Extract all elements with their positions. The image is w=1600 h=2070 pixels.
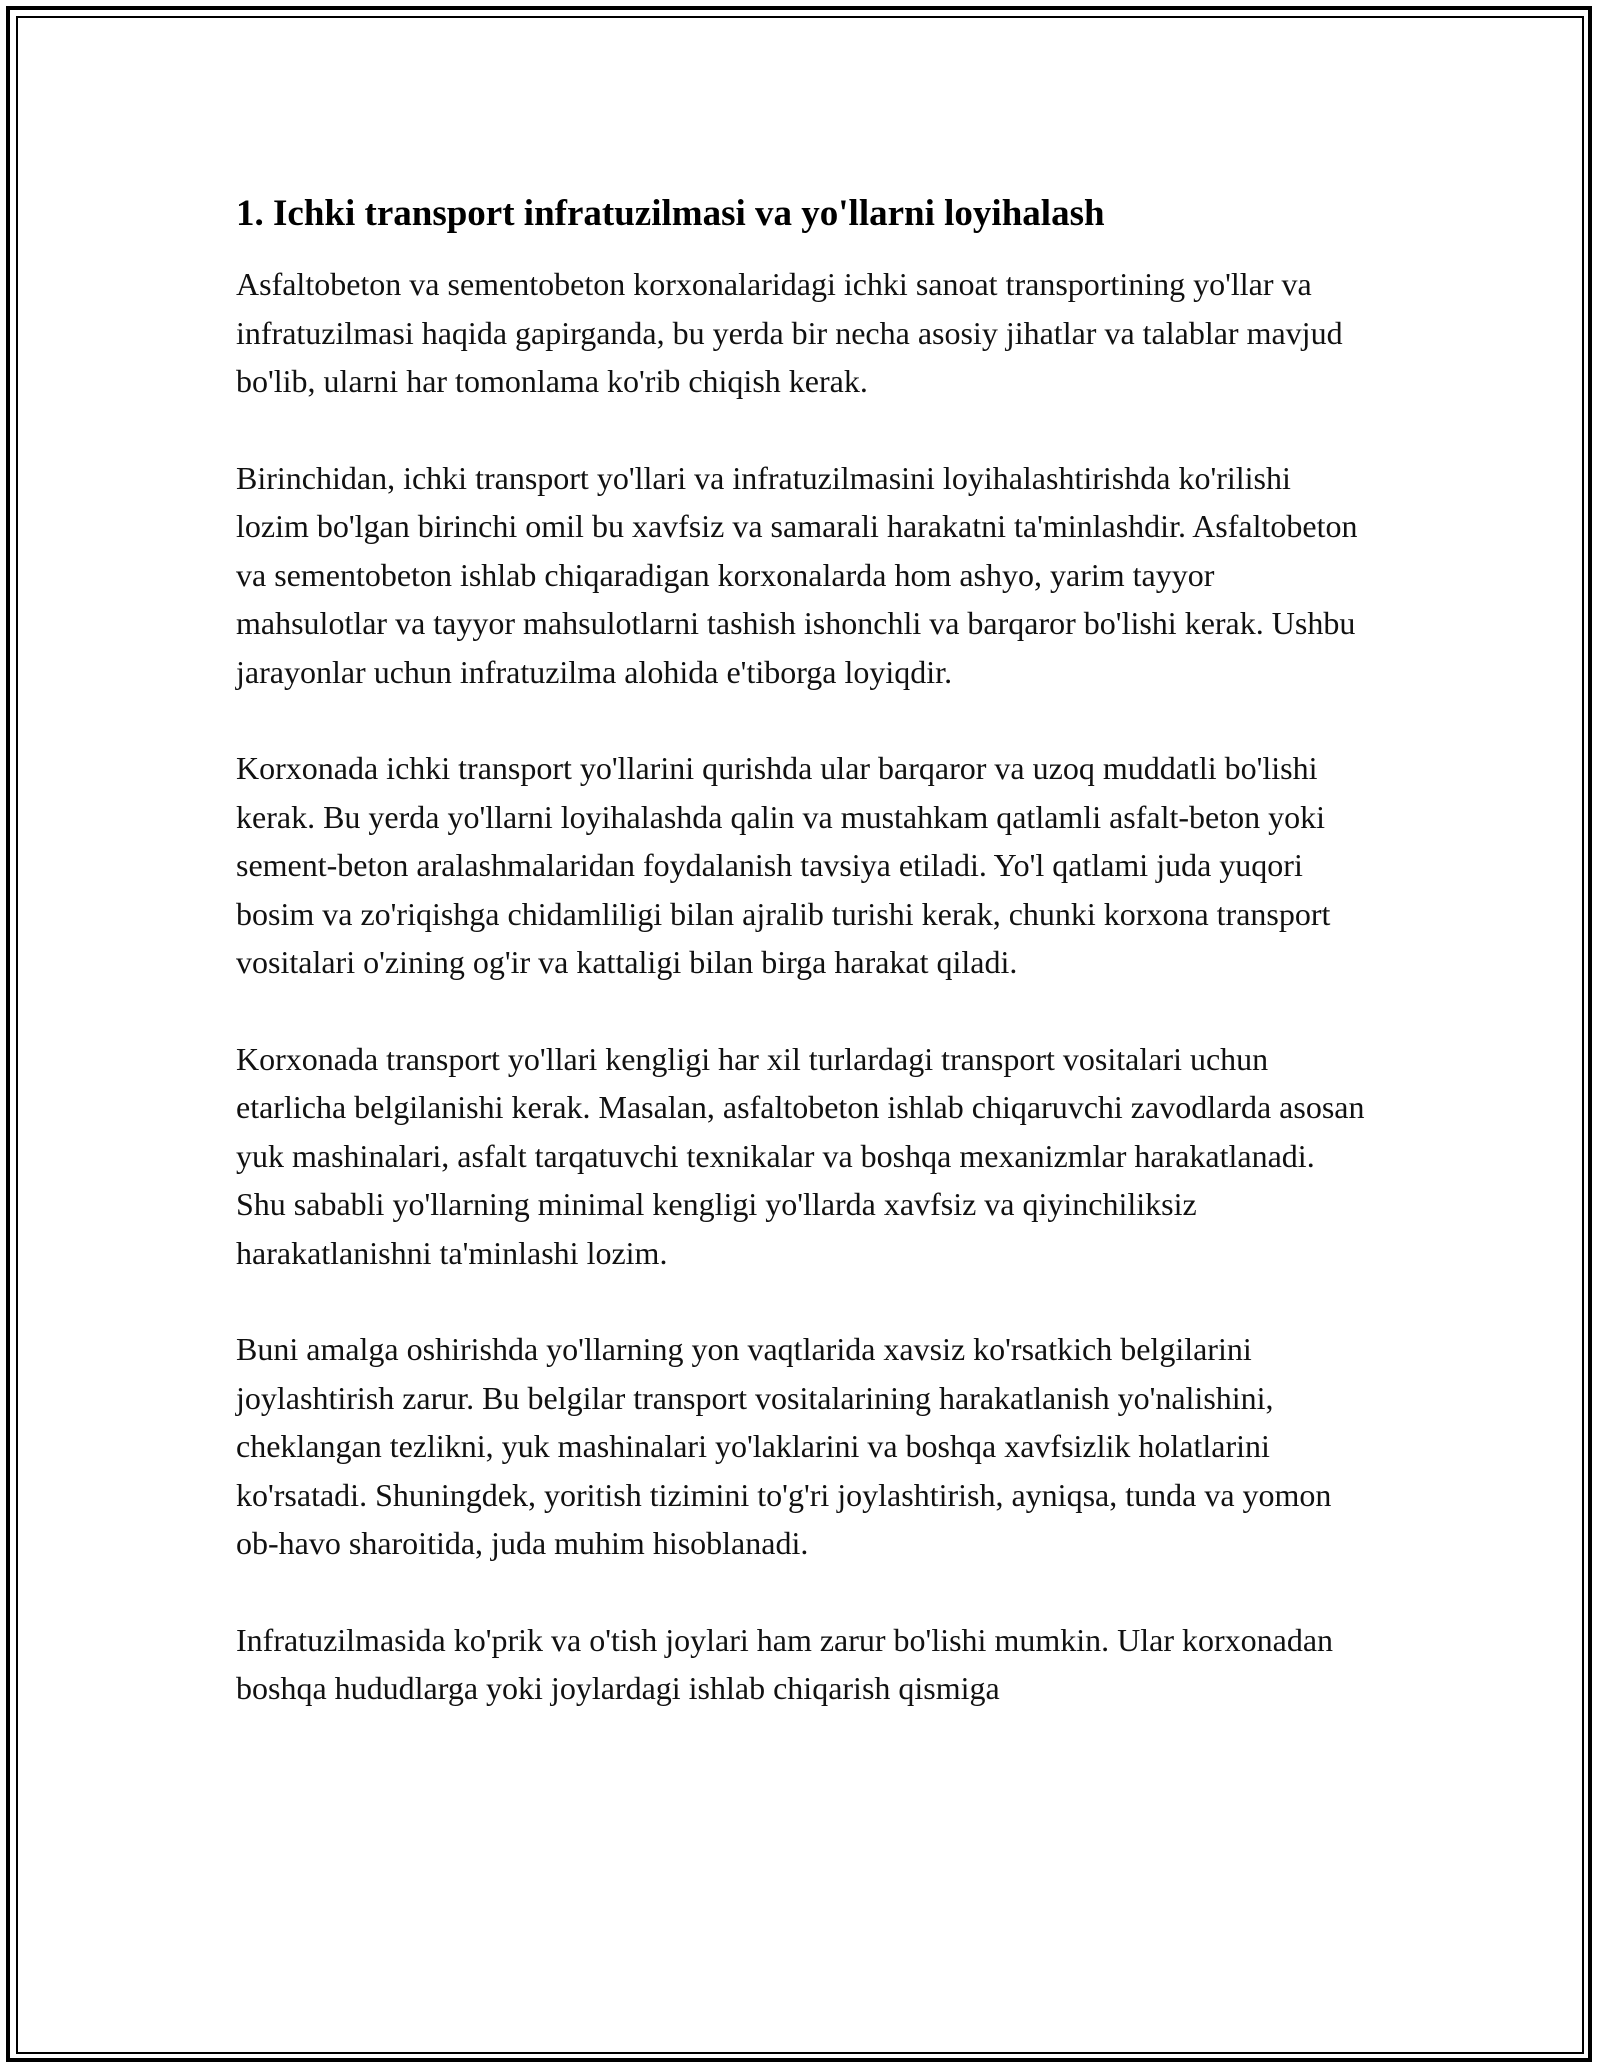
paragraph: Infratuzilmasida ko'prik va o'tish joylari ham zarur bo'lishi mumkin. Ular korxonadan boshqa hududlarga yoki joylardagi ishlab chiqarish qismiga <box>236 1621 1334 1706</box>
section-heading: 1. Ichki transport infratuzilmasi va yo'llarni loyihalash <box>236 193 1105 234</box>
paragraph: Korxonada ichki transport yo'llarini qurishda ular barqaror va uzoq muddatli bo'lishi kerak. Bu yerda yo'llarni loyihalashda qalin va mustahkam qatlamli asfalt-beton yoki sement-beton aralashmalaridan foydalanish tavsiya etiladi. Yo'l qatlami juda yuqori bosim va zo'riqishga chidamliligi bilan ajralib turishi kerak, chunki korxona transport vositalari o'zining og'ir va kattaligi bilan birga harakat qiladi. <box>236 750 1331 980</box>
paragraph: Birinchidan, ichki transport yo'llari va infratuzilmasini loyihalashtirishda ko'rilishi lozim bo'lgan birinchi omil bu xavfsiz va samarali harakatni ta'minlashdir. Asfaltobeton va sementobeton ishlab chiqaradigan korxonalarda hom ashyo, yarim tayyor mahsulotlar va tayyor mahsulotlarni tashish ishonchli va barqaror bo'lishi kerak. Ushbu jarayonlar uchun infratuzilma alohida e'tiborga loyiqdir. <box>236 459 1358 690</box>
paragraph: Asfaltobeton va sementobeton korxonalaridagi ichki sanoat transportining yo'llar va infratuzilmasi haqida gapirganda, bu yerda bir necha asosiy jihatlar va talablar mavjud bo'lib, ularni har tomonlama ko'rib chiqish kerak. <box>236 266 1343 399</box>
paragraph: Korxonada transport yo'llari kengligi har xil turlardagi transport vositalari uchun etarlicha belgilanishi kerak. Masalan, asfaltobeton ishlab chiqaruvchi zavodlarda asosan yuk mashinalari, asfalt tarqatuvchi texnikalar va boshqa mexanizmlar harakatlanadi. Shu sababli yo'llarning minimal kengligi yo'llarda xavfsiz va qiyinchiliksiz harakatlanishni ta'minlashi lozim. <box>236 1040 1365 1271</box>
document-body <box>236 186 1366 1713</box>
paragraph: Buni amalga oshirishda yo'llarning yon vaqtlarida xavsiz ko'rsatkich belgilarini joylashtirish zarur. Bu belgilar transport vositalarining harakatlanish yo'nalishini, cheklangan tezlikni, yuk mashinalari yo'laklarini va boshqa xavfsizlik holatlarini ko'rsatadi. Shuningdek, yoritish tizimini to'g'ri joylashtirish, ayniqsa, tunda va yomon ob-havo sharoitida, juda muhim hisoblanadi. <box>236 1331 1332 1561</box>
